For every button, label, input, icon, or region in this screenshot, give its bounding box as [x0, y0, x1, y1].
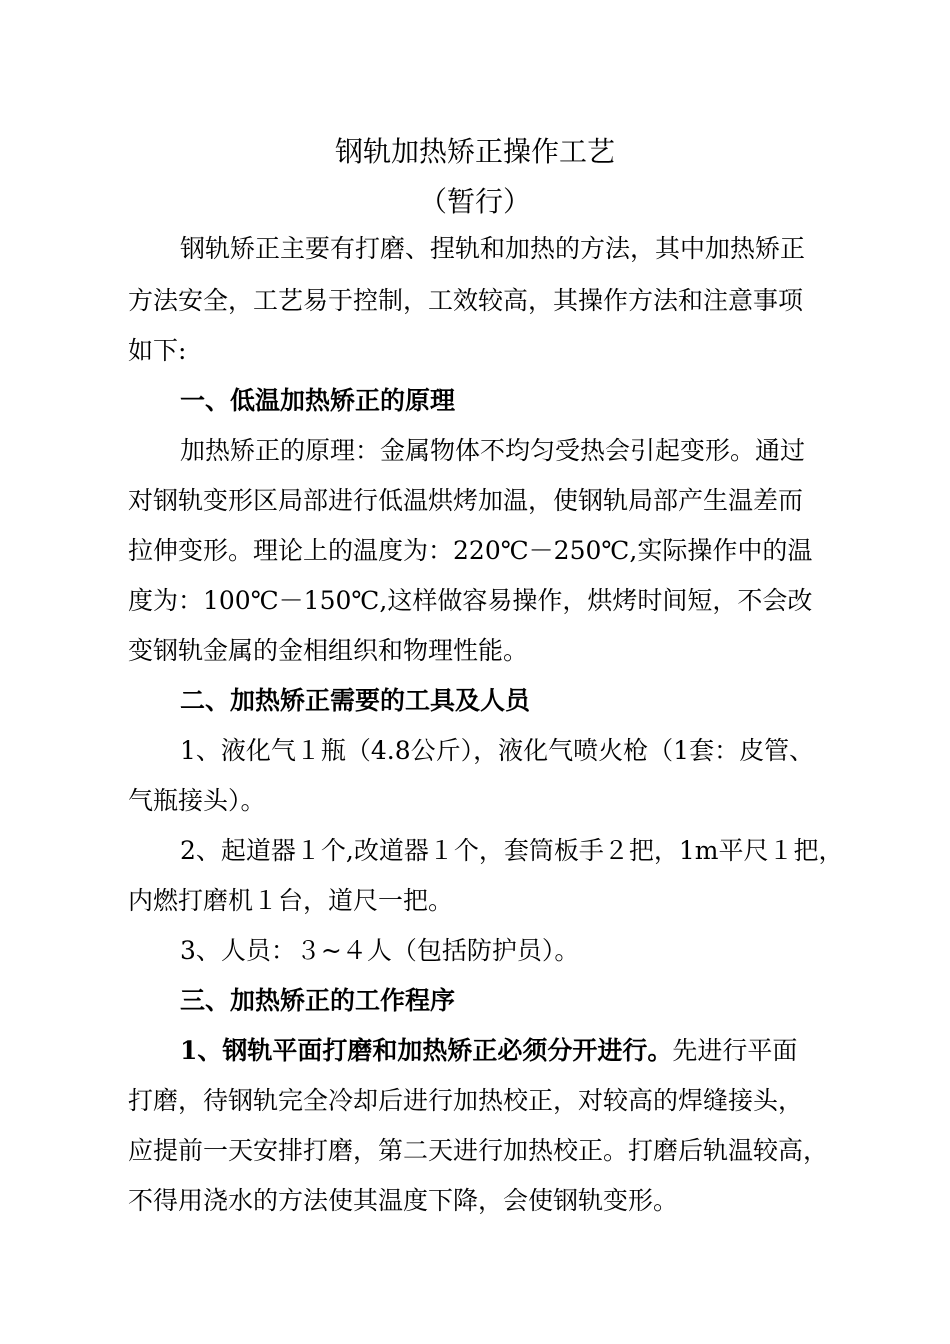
paragraph-line: 1、液化气１瓶（4.8公斤），液化气喷火枪（1套：皮管、	[180, 736, 815, 765]
paragraph-line: 拉伸变形。理论上的温度为：220℃－250℃,实际操作中的温	[128, 536, 813, 565]
tools-item-3: 3、人员：３~４人（包括防护员）。	[180, 936, 580, 965]
intro-line: 钢轨矫正主要有打磨、捏轨和加热的方法，其中加热矫正	[180, 234, 806, 263]
paragraph-line: 度为：100℃－150℃,这样做容易操作，烘烤时间短，不会改	[128, 586, 813, 615]
paragraph-line: 不得用浇水的方法使其温度下降，会使钢轨变形。	[128, 1186, 679, 1215]
paragraph-line: 加热矫正的原理：金属物体不均匀受热会引起变形。通过	[180, 436, 806, 465]
paragraph-line: 打磨，待钢轨完全冷却后进行加热校正，对较高的焊缝接头，	[128, 1086, 804, 1115]
intro-line: 如下:	[128, 336, 187, 365]
paragraph-line: 对钢轨变形区局部进行低温烘烤加温，使钢轨局部产生温差而	[128, 486, 804, 515]
lead-continuation-text: 先进行平面	[672, 1036, 798, 1065]
paragraph-line	[180, 1034, 797, 1068]
paragraph-line: 2、起道器１个,改道器１个，套筒板手２把，1m平尺１把，	[180, 836, 844, 865]
paragraph-line: 应提前一天安排打磨，第二天进行加热校正。打磨后轨温较高，	[128, 1136, 829, 1165]
document-subtitle: （暂行）	[418, 185, 531, 218]
section-heading-tools: 二、加热矫正需要的工具及人员	[180, 686, 531, 715]
bold-lead-text: 1、钢轨平面打磨和加热矫正必须分开进行。	[180, 1036, 673, 1065]
paragraph-line: 内燃打磨机１台，道尺一把。	[128, 886, 454, 915]
paragraph-line: 变钢轨金属的金相组织和物理性能。	[128, 636, 529, 665]
intro-line: 方法安全，工艺易于控制，工效较高，其操作方法和注意事项	[128, 286, 804, 315]
document-title: 钢轨加热矫正操作工艺	[334, 135, 615, 168]
section-heading-procedure: 三、加热矫正的工作程序	[180, 986, 456, 1015]
section-heading-principle: 一、低温加热矫正的原理	[180, 386, 456, 415]
paragraph-line: 气瓶接头）。	[128, 786, 266, 815]
